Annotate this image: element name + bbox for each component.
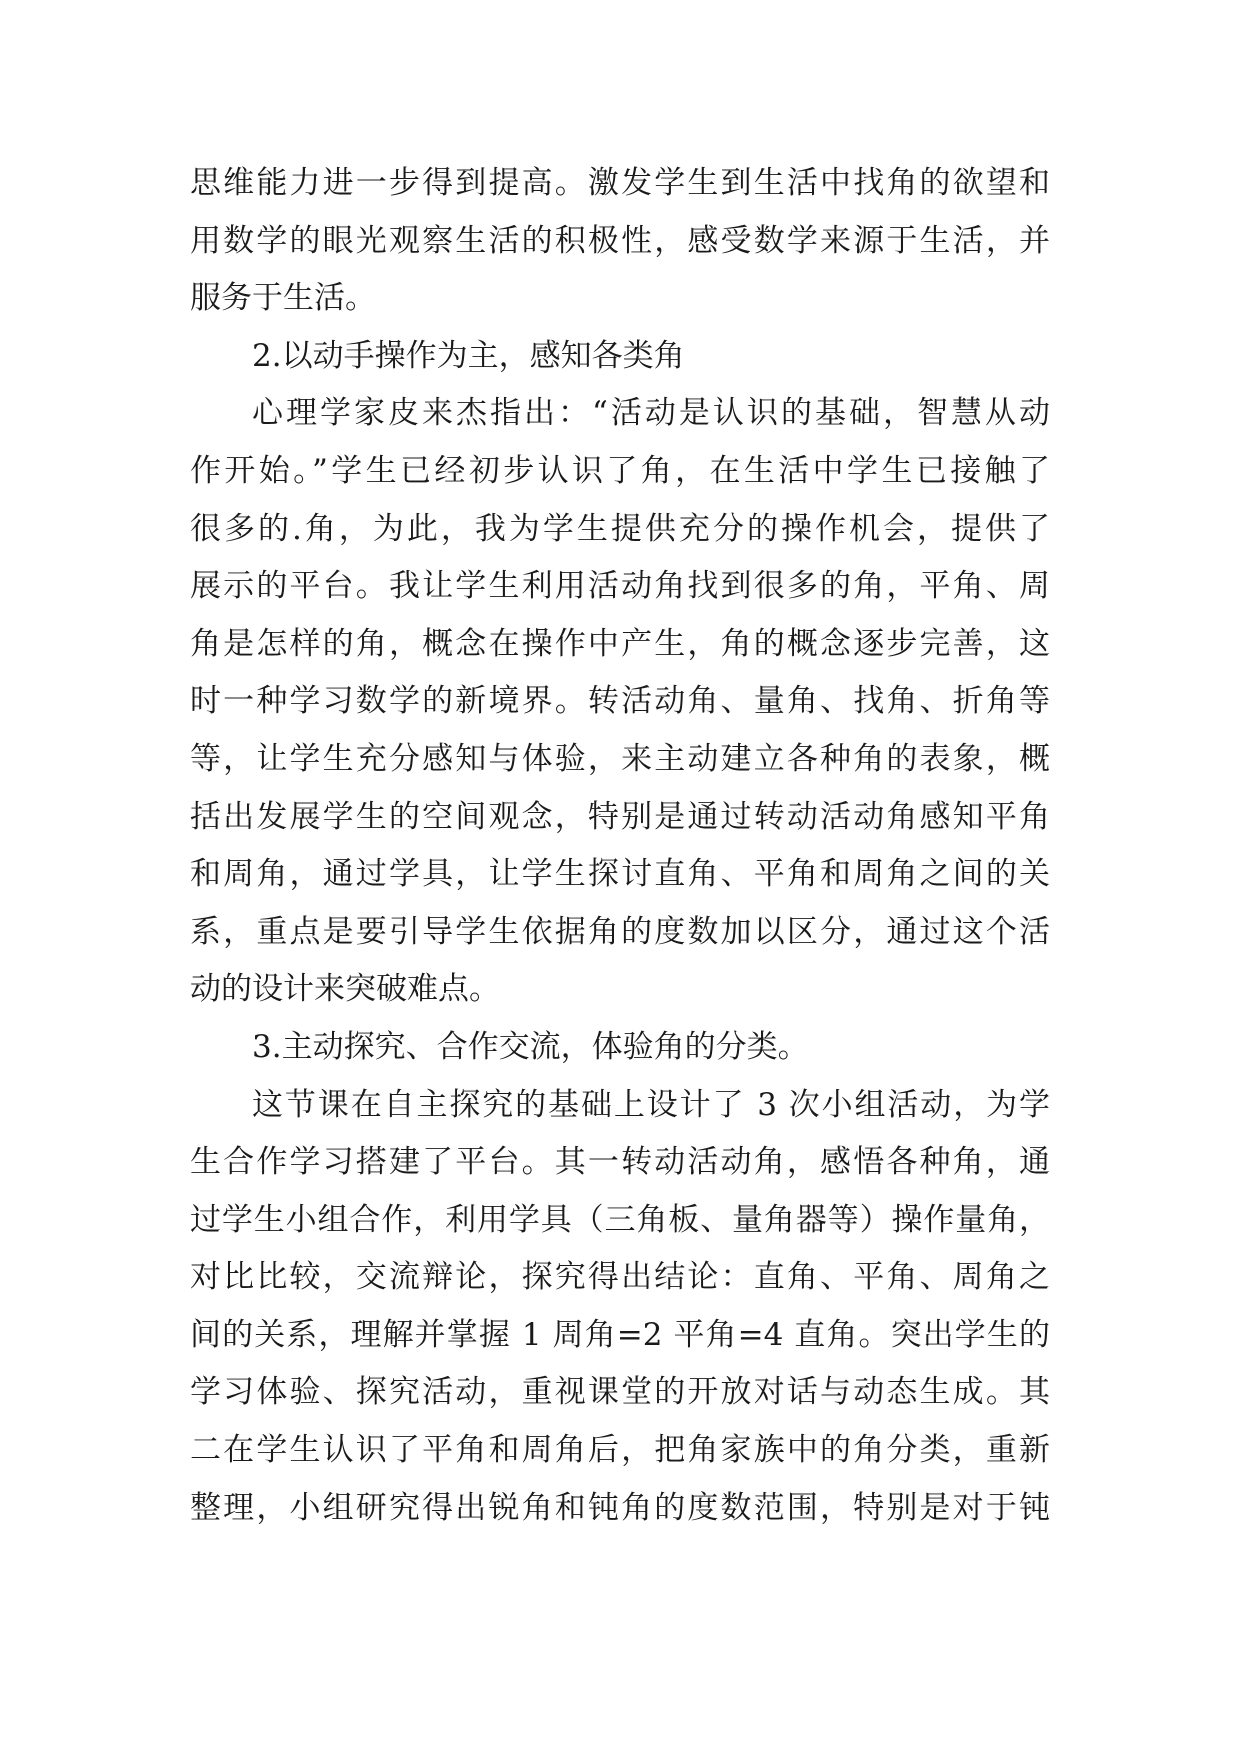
text-line: 对比比较，交流辩论，探究得出结论：直角、平角、周角之 <box>190 1259 1050 1296</box>
section-heading <box>190 1019 1050 1077</box>
paragraph <box>190 155 1050 328</box>
text-line: 用数学的眼光观察生活的积极性，感受数学来源于生活，并 <box>190 222 1050 259</box>
text-line: 二在学生认识了平角和周角后，把角家族中的角分类，重新 <box>190 1432 1050 1469</box>
section-heading <box>190 328 1050 386</box>
text-line: 思维能力进一步得到提高。激发学生到生活中找角的欲望和 <box>190 165 1050 201</box>
text-line: 和周角，通过学具，让学生探讨直角、平角和周角之间的关 <box>190 856 1050 893</box>
document-page <box>190 155 1050 1537</box>
text-line: 生合作学习搭建了平台。其一转动活动角，感悟各种角，通 <box>190 1144 1050 1181</box>
text-line: 这节课在自主探究的基础上设计了 3 次小组活动，为学 <box>252 1086 1050 1123</box>
text-line: 整理，小组研究得出锐角和钝角的度数范围，特别是对于钝 <box>190 1489 1050 1526</box>
text-line: 系，重点是要引导学生依据角的度数加以区分，通过这个活 <box>190 913 1050 950</box>
text-line: 作开始。”学生已经初步认识了角，在生活中学生已接触了 <box>190 452 1050 489</box>
text-line: 过学生小组合作，利用学具（三角板、量角器等）操作量角， <box>190 1201 1050 1238</box>
text-line: 展示的平台。我让学生利用活动角找到很多的角，平角、周 <box>190 568 1050 605</box>
text-line: 间的关系，理解并掌握 1 周角=2 平角=4 直角。突出学生的 <box>190 1316 1050 1353</box>
heading-line: 3.主动探究、合作交流，体验角的分类。 <box>252 1028 809 1065</box>
text-line: 等，让学生充分感知与体验，来主动建立各种角的表象，概 <box>190 740 1050 777</box>
text-line: 动的设计来突破难点。 <box>190 971 500 1008</box>
heading-line: 2.以动手操作为主，感知各类角 <box>252 337 685 374</box>
text-line: 服务于生活。 <box>190 280 376 317</box>
text-line: 括出发展学生的空间观念，特别是通过转动活动角感知平角 <box>190 798 1050 835</box>
text-line: 角是怎样的角，概念在操作中产生，角的概念逐步完善，这 <box>190 625 1050 662</box>
text-line: 时一种学习数学的新境界。转活动角、量角、找角、折角等 <box>190 683 1050 720</box>
text-line: 心理学家皮来杰指出：“活动是认识的基础，智慧从动 <box>252 395 1050 432</box>
paragraph <box>190 1077 1050 1538</box>
paragraph <box>190 385 1050 1019</box>
text-line: 很多的.角，为此，我为学生提供充分的操作机会，提供了 <box>190 510 1050 547</box>
text-line: 学习体验、探究活动，重视课堂的开放对话与动态生成。其 <box>190 1374 1050 1411</box>
